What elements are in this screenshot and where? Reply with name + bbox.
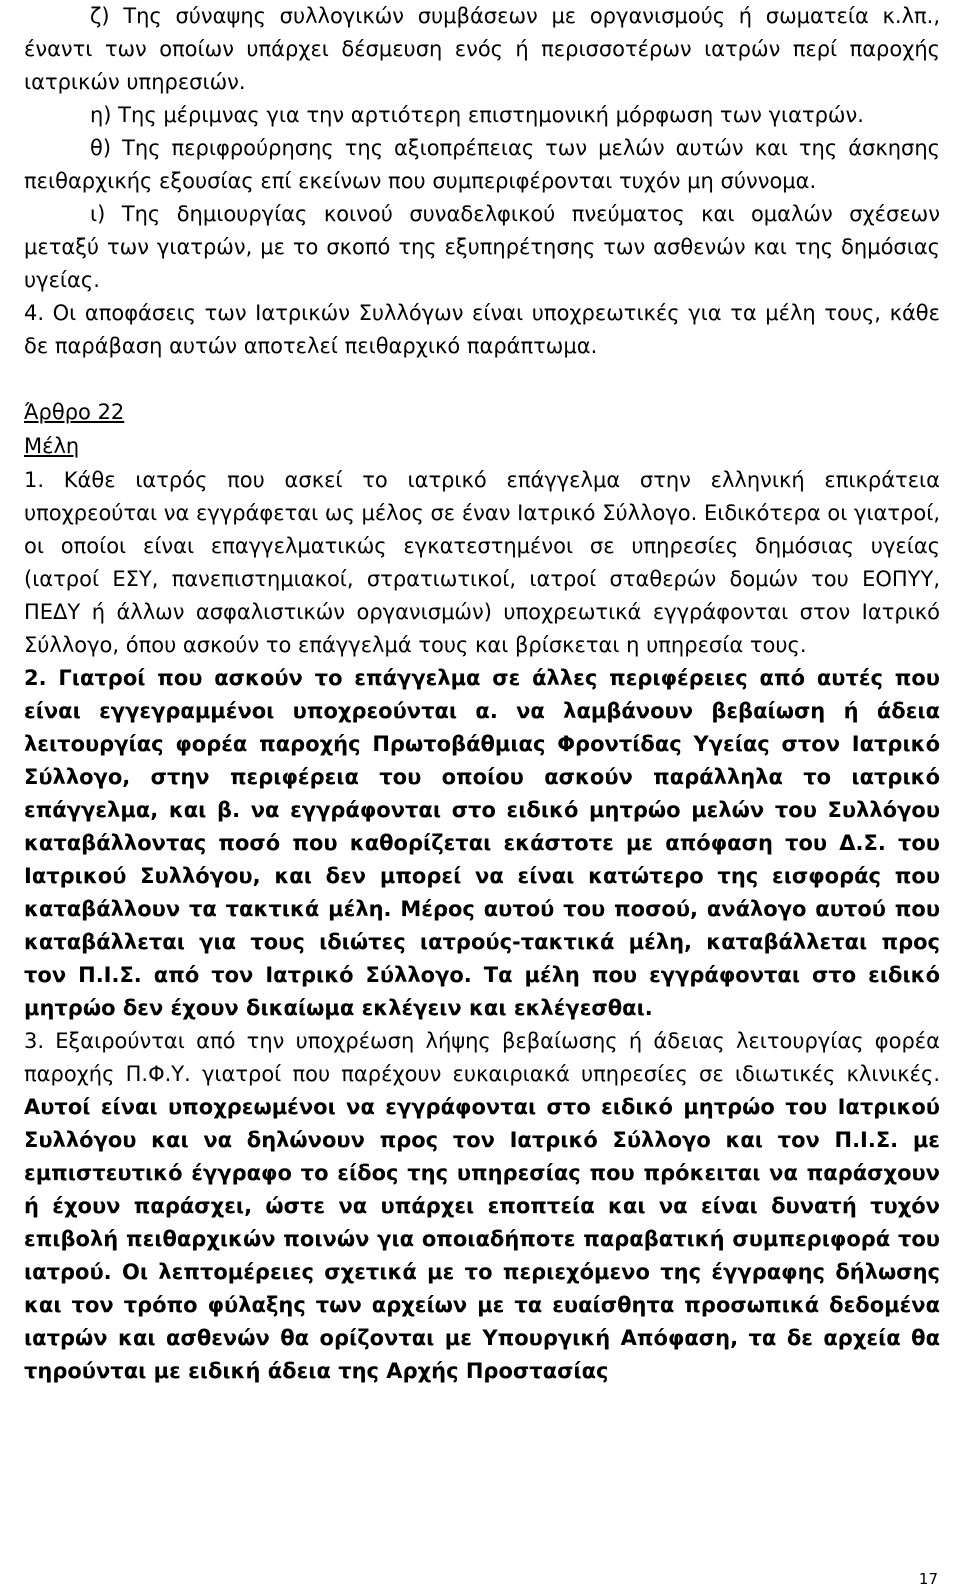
article-paragraph-1: 1. Κάθε ιατρός που ασκεί το ιατρικό επάγγελμα στην ελληνική επικράτεια υποχρεούται να εγγράφεται ως μέλος σε έναν Ιατρικό Σύλλογο. Ειδικότερα οι γιατροί, οι οποίοι είναι επαγγελματικώς εγκατεστημένοι σε υπηρεσίες δημόσιας υγείας (ιατροί ΕΣΥ, πανεπιστημιακοί, στρατιωτικοί, ιατροί σταθερών δομών του ΕΟΠΥΥ, ΠΕΔΥ ή άλλων ασφαλιστικών οργανισμών) υποχρεωτικά εγγράφονται στον Ιατρικό Σύλλογο, όπου ασκούν το επάγγελμά τους και βρίσκεται η υπηρεσία τους.	[24, 468, 940, 657]
paragraph-i: ι) Της δημιουργίας κοινού συναδελφικού πνεύματος και ομαλών σχέσεων μεταξύ των γιατρών, με το σκοπό της εξυπηρέτησης των ασθενών και της δημόσιας υγείας.	[24, 202, 940, 292]
paragraph-4: 4. Οι αποφάσεις των Ιατρικών Συλλόγων είναι υποχρεωτικές για τα μέλη τους, κάθε δε παράβαση αυτών αποτελεί πειθαρχικό παράπτωμα.	[24, 301, 940, 358]
paragraph-h: η) Της μέριμνας για την αρτιότερη επιστημονική μόρφωση των γιατρών.	[90, 103, 864, 127]
paragraph-th: θ) Της περιφρούρησης της αξιοπρέπειας των μελών αυτών και της άσκησης πειθαρχικής εξουσίας επί εκείνων που συμπεριφέρονται τυχόν μη σύννομα.	[24, 136, 940, 193]
article-subtitle: Μέλη	[24, 434, 80, 458]
article-paragraph-2: 2. Γιατροί που ασκούν το επάγγελμα σε άλλες περιφέρειες από αυτές που είναι εγγεγραμμένοι υποχρεούνται α. να λαμβάνουν βεβαίωση ή άδεια λειτουργίας φορέα παροχής Πρωτοβάθμιας Φροντίδας Υγείας στον Ιατρικό Σύλλογο, στην περιφέρεια του οποίου ασκούν παράλληλα το ιατρικό επάγγελμα, και β. να εγγράφονται στο ειδικό μητρώο μελών του Συλλόγου καταβάλλοντας ποσό που καθορίζεται εκάστοτε με απόφαση του Δ.Σ. του Ιατρικού Συλλόγου, και δεν μπορεί να είναι κατώτερο της εισφοράς που καταβάλλουν τα τακτικά μέλη. Μέρος αυτού του ποσού, ανάλογο αυτού που καταβάλλεται για τους ιδιώτες ιατρούς-τακτικά μέλη, καταβάλλεται προς τον Π.Ι.Σ. από τον Ιατρικό Σύλλογο. Τα μέλη που εγγράφονται στο ειδικό μητρώο δεν έχουν δικαίωμα εκλέγειν και εκλέγεσθαι.	[24, 666, 940, 1020]
article-title: Άρθρο 22	[24, 400, 125, 424]
article-paragraph-3-bold: Αυτοί είναι υποχρεωμένοι να εγγράφονται στο ειδικό μητρώο του Ιατρικού Συλλόγου και να δηλώνουν προς τον Ιατρικό Σύλλογο και τον Π.Ι.Σ. με εμπιστευτικό έγγραφο το είδος της υπηρεσίας που πρόκειται να παράσχουν ή έχουν παράσχει, ώστε να υπάρχει εποπτεία και να είναι δυνατή τυχόν επιβολή πειθαρχικών ποινών για οποιαδήποτε παραβατική συμπεριφορά του ιατρού. Οι λεπτομέρειες σχετικά με το περιεχόμενο της έγγραφης δήλωσης και τον τρόπο φύλαξης των αρχείων με τα ευαίσθητα προσωπικά δεδομένα ιατρών και ασθενών θα ορίζονται με Υπουργική Απόφαση, τα δε αρχεία θα τηρούνται με ειδική άδεια της Αρχής Προστασίας	[24, 1095, 940, 1383]
article-paragraph-3-regular: 3. Εξαιρούνται από την υποχρέωση λήψης βεβαίωσης ή άδειας λειτουργίας φορέα παροχής Π.Φ.Υ. γιατροί που παρέχουν ευκαιριακά υπηρεσίες σε ιδιωτικές κλινικές.	[24, 1029, 940, 1086]
page-number: 17	[918, 1570, 938, 1588]
article-paragraph-3	[24, 1025, 940, 1388]
document-page	[24, 0, 940, 1388]
spacer	[24, 363, 940, 396]
paragraph-z: ζ) Της σύναψης συλλογικών συμβάσεων με οργανισμούς ή σωματεία κ.λπ., έναντι των οποίων υπάρχει δέσμευση ενός ή περισσοτέρων ιατρών περί παροχής ιατρικών υπηρεσιών.	[24, 4, 940, 94]
